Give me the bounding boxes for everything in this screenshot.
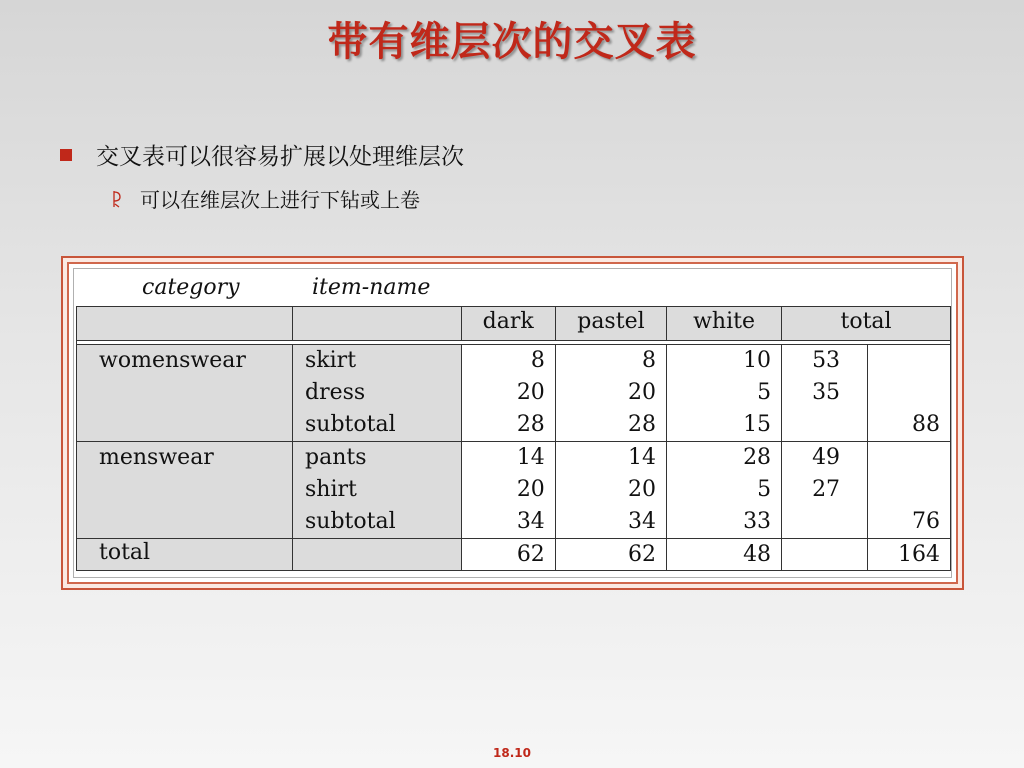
table-row xyxy=(77,345,951,442)
item-total-cell: 35 xyxy=(812,380,841,405)
group-total-cell: 76 xyxy=(912,509,940,534)
item-total-cell xyxy=(812,506,860,538)
square-bullet-icon xyxy=(60,149,72,161)
bullet-level-2 xyxy=(112,184,420,213)
value-cell: 34 xyxy=(516,509,545,534)
group-total-cell xyxy=(874,442,940,474)
value-cell: 20 xyxy=(628,477,657,502)
column-header-dark: dark xyxy=(461,307,555,341)
value-cell: 14 xyxy=(628,445,657,470)
bullet-level-2-text: 可以在维层次上进行下钻或上卷 xyxy=(140,188,420,212)
table-row xyxy=(77,442,951,539)
total-pastel: 62 xyxy=(555,539,666,571)
value-cell: 33 xyxy=(743,509,772,534)
value-cell: 5 xyxy=(757,477,772,502)
group-total-cell xyxy=(874,377,940,409)
bullet-level-1-text: 交叉表可以很容易扩展以处理维层次 xyxy=(96,144,464,170)
value-cell: 14 xyxy=(516,445,545,470)
slide-title: 带有维层次的交叉表 xyxy=(327,18,697,65)
item-total-cell: 49 xyxy=(812,445,841,470)
item-total-cell: 27 xyxy=(812,477,841,502)
column-header-row xyxy=(77,307,951,341)
total-row-label: total xyxy=(99,540,151,565)
item-cell: shirt xyxy=(305,477,357,502)
table-frame xyxy=(61,256,964,590)
total-row xyxy=(77,539,951,571)
item-cell: pants xyxy=(305,445,367,470)
value-cell: 20 xyxy=(516,380,545,405)
item-total-cell: 53 xyxy=(812,348,841,373)
cross-tab-sheet xyxy=(73,268,952,578)
value-cell: 8 xyxy=(530,348,545,373)
group-total-cell: 88 xyxy=(912,412,940,437)
category-dimension-label: category xyxy=(142,275,240,300)
value-cell: 8 xyxy=(642,348,657,373)
item-total-cell xyxy=(812,409,860,441)
item-cell: dress xyxy=(305,380,366,405)
item-cell: subtotal xyxy=(305,412,396,437)
column-header-pastel: pastel xyxy=(555,307,666,341)
value-cell: 5 xyxy=(757,380,772,405)
group-total-cell xyxy=(874,345,940,377)
value-cell: 28 xyxy=(743,445,772,470)
category-cell: womenswear xyxy=(99,348,246,373)
value-cell: 34 xyxy=(628,509,657,534)
group-total-cell xyxy=(874,474,940,506)
value-cell: 28 xyxy=(516,412,545,437)
value-cell: 20 xyxy=(628,380,657,405)
value-cell: 15 xyxy=(743,412,772,437)
total-white: 48 xyxy=(667,539,782,571)
sub-bullet-icon xyxy=(112,190,122,208)
category-cell: menswear xyxy=(99,445,214,470)
grand-total: 164 xyxy=(867,539,950,571)
column-header-white: white xyxy=(667,307,782,341)
total-dark: 62 xyxy=(461,539,555,571)
item-name-dimension-label: item-name xyxy=(312,275,431,300)
cross-tab-table xyxy=(76,306,951,571)
page-number: 18.10 xyxy=(493,746,531,760)
bullet-level-1 xyxy=(60,138,464,171)
item-cell: skirt xyxy=(305,348,357,373)
value-cell: 10 xyxy=(743,348,772,373)
column-header-total: total xyxy=(782,307,951,341)
item-cell: subtotal xyxy=(305,509,396,534)
value-cell: 20 xyxy=(516,477,545,502)
value-cell: 28 xyxy=(628,412,657,437)
